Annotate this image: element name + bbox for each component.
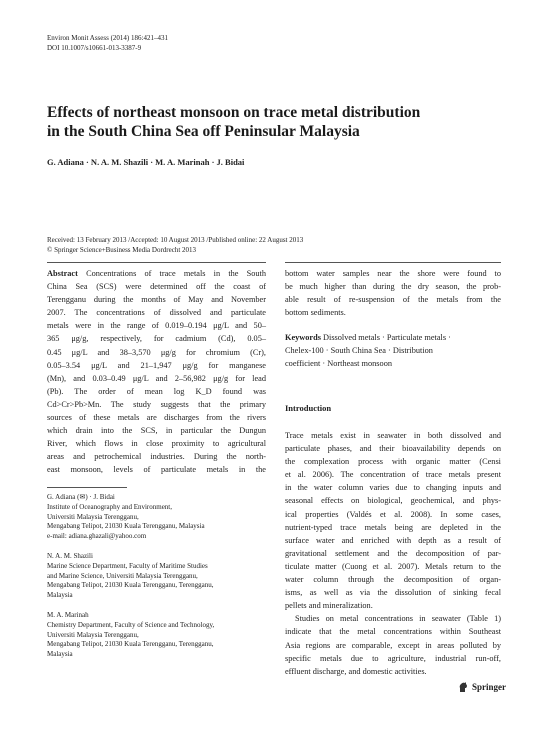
left-column-rule xyxy=(47,262,266,263)
affiliation-line: Institute of Oceanography and Environment, xyxy=(47,502,172,511)
footnote-rule xyxy=(47,487,127,488)
intro-line: particulate phases, and their bioavailability depends on xyxy=(285,444,501,454)
title-line: in the South China Sea off Peninsular Malaysia xyxy=(47,123,360,140)
keywords-label: Keywords xyxy=(285,333,321,342)
abstract-line: sources of these metals are discharges from the rivers xyxy=(47,413,266,423)
abstract-line: east monsoon, levels of particulate metals in the xyxy=(47,465,266,475)
intro-line: et al. 2006). The concentration of trace metals present xyxy=(285,470,501,480)
springer-logo xyxy=(457,681,506,693)
intro-line: isms, as well as via the dissolution of sinking fecal xyxy=(285,588,501,598)
intro-line: seasonal effects on biological, geochemical, and phys- xyxy=(285,496,501,506)
springer-horse-icon xyxy=(457,681,469,693)
abstract-line: bottom sediments. xyxy=(285,308,346,318)
intro-line: nutrient-typed trace metals being are depleted in the xyxy=(285,522,501,532)
abstract-line: Cd>Cr>Pb>Mn. The study suggests that the primary xyxy=(47,399,266,409)
journal-citation: Environ Monit Assess (2014) 186:421–431 xyxy=(47,34,168,42)
abstract-line: 0.05–3.54 μg/L and 21–1,947 μg/g for manganese xyxy=(47,360,266,370)
abstract-label: Abstract xyxy=(47,269,78,278)
abstract-line: Terengganu during the months of May and November xyxy=(47,295,266,305)
affiliation-line: Malaysia xyxy=(47,591,73,600)
intro-line: water column through the decomposition of organ- xyxy=(285,575,501,585)
affiliation-line: Universiti Malaysia Terengganu, xyxy=(47,512,139,521)
intro-line: effluent discharge, and domestic activities. xyxy=(285,666,427,676)
affiliation-block xyxy=(47,611,214,660)
intro-line: the complexation process with organic matter (Censi xyxy=(285,457,501,467)
affiliation-line: Universiti Malaysia Terengganu, xyxy=(47,630,139,639)
affiliation-line: Mengabang Telipot, 21030 Kuala Terengganu, Malaysia xyxy=(47,522,205,531)
abstract-continuation xyxy=(285,267,501,319)
intro-line: Asia regions are comparable, except in areas polluted by xyxy=(285,640,501,650)
affiliation-line: Mengabang Telipot, 21030 Kuala Terengganu, Terengganu, xyxy=(47,581,214,590)
copyright: © Springer Science+Business Media Dordrecht 2013 xyxy=(47,246,197,254)
section-heading-introduction: Introduction xyxy=(285,403,332,413)
keywords-line: Chelex-100 · South China Sea · Distribution xyxy=(285,346,433,356)
intro-line: Studies on metal concentrations in seawater (Table 1) xyxy=(295,614,501,624)
abstract-line: China Sea (SCS) were determined off the coast of xyxy=(47,282,266,292)
affiliation-line: G. Adiana (✉) · J. Bidai xyxy=(47,493,115,501)
right-column-rule xyxy=(285,262,501,263)
article-title xyxy=(47,103,420,141)
intro-line: in the water column varies due to changing inputs and xyxy=(285,483,501,493)
affiliation-line: Mengabang Telipot, 21030 Kuala Terengganu, Terengganu, xyxy=(47,640,214,649)
affiliation-line: M. A. Marinah xyxy=(47,611,89,619)
doi[interactable]: DOI 10.1007/s10661-013-3387-9 xyxy=(47,44,142,52)
intro-line: ticulate matter (Cuong et al. 2007). Metals return to the xyxy=(285,561,501,571)
affiliation-line: Marine Science Department, Faculty of Maritime Studies xyxy=(47,561,208,570)
keywords-line: Keywords Dissolved metals · Particulate metals · xyxy=(285,333,451,342)
abstract-line: able result of re-suspension of the metals from the xyxy=(285,295,501,305)
keywords xyxy=(285,331,501,370)
intro-line: Trace metals exist in seawater in both dissolved and xyxy=(285,431,501,440)
affiliation-line: Malaysia xyxy=(47,650,73,659)
intro-line: surface water and enriched with depth as a result of xyxy=(285,535,501,545)
email-link[interactable]: e-mail: adiana.ghazali@yahoo.com xyxy=(47,532,147,541)
keywords-line: coefficient · Northeast monsoon xyxy=(285,359,392,369)
abstract-line: be much higher than during the dry season, the prob- xyxy=(285,282,501,292)
affiliation-line: Chemistry Department, Faculty of Science and Technology, xyxy=(47,620,215,629)
intro-line: ical properties (Valdés et al. 2008). In some cases, xyxy=(285,509,501,519)
abstract-line: (Mn), and 0.03–0.49 μg/L and 2–56,982 μg/g for lead xyxy=(47,373,266,383)
abstract-line: bottom water samples near the shore were found to xyxy=(285,269,501,278)
publisher-name: Springer xyxy=(472,682,507,692)
abstract-line: (Pb). The order of mean log K_D found was xyxy=(47,386,266,396)
abstract-line: metals were in the range of 0.019–0.194 μg/L and 50– xyxy=(47,321,266,331)
intro-line: pellets and mineralization. xyxy=(285,601,373,611)
abstract-line: 0.45 μg/L and 38–3,570 μg/g for chromium (Cr), xyxy=(47,347,266,357)
abstract-line: 365 μg/g, respectively, for cadmium (Cd), 0.05– xyxy=(47,334,266,344)
publication-dates: Received: 13 February 2013 /Accepted: 10 August 2013 /Published online: 22 August 2013 xyxy=(47,236,304,244)
abstract-line: River, which flows in close proximity to agricultural xyxy=(47,439,266,449)
affiliation-block xyxy=(47,552,214,601)
abstract-line: 2007. The concentrations of dissolved and particulate xyxy=(47,308,266,318)
affiliation-line: and Marine Science, Universiti Malaysia Terengganu, xyxy=(47,571,198,580)
abstract-line: Abstract Concentrations of trace metals in the South xyxy=(47,269,266,278)
affiliation-block xyxy=(47,493,205,542)
abstract-line: which drain into the SCS, in particular the Dungun xyxy=(47,426,266,436)
introduction-body xyxy=(285,429,501,678)
abstract-line: areas and petrochemical industries. During the north- xyxy=(47,452,266,462)
intro-line: gravitational settlement and the decomposition of par- xyxy=(285,548,501,558)
affiliation-line: N. A. M. Shazili xyxy=(47,552,93,560)
intro-line: specific metals due to agriculture, industrial run-off, xyxy=(285,653,501,663)
intro-line: indicate that the metal concentrations within Southeast xyxy=(285,627,501,637)
author-list: G. Adiana · N. A. M. Shazili · M. A. Marinah · J. Bidai xyxy=(47,157,245,167)
abstract xyxy=(47,267,266,477)
title-line: Effects of northeast monsoon on trace metal distribution xyxy=(47,104,421,121)
